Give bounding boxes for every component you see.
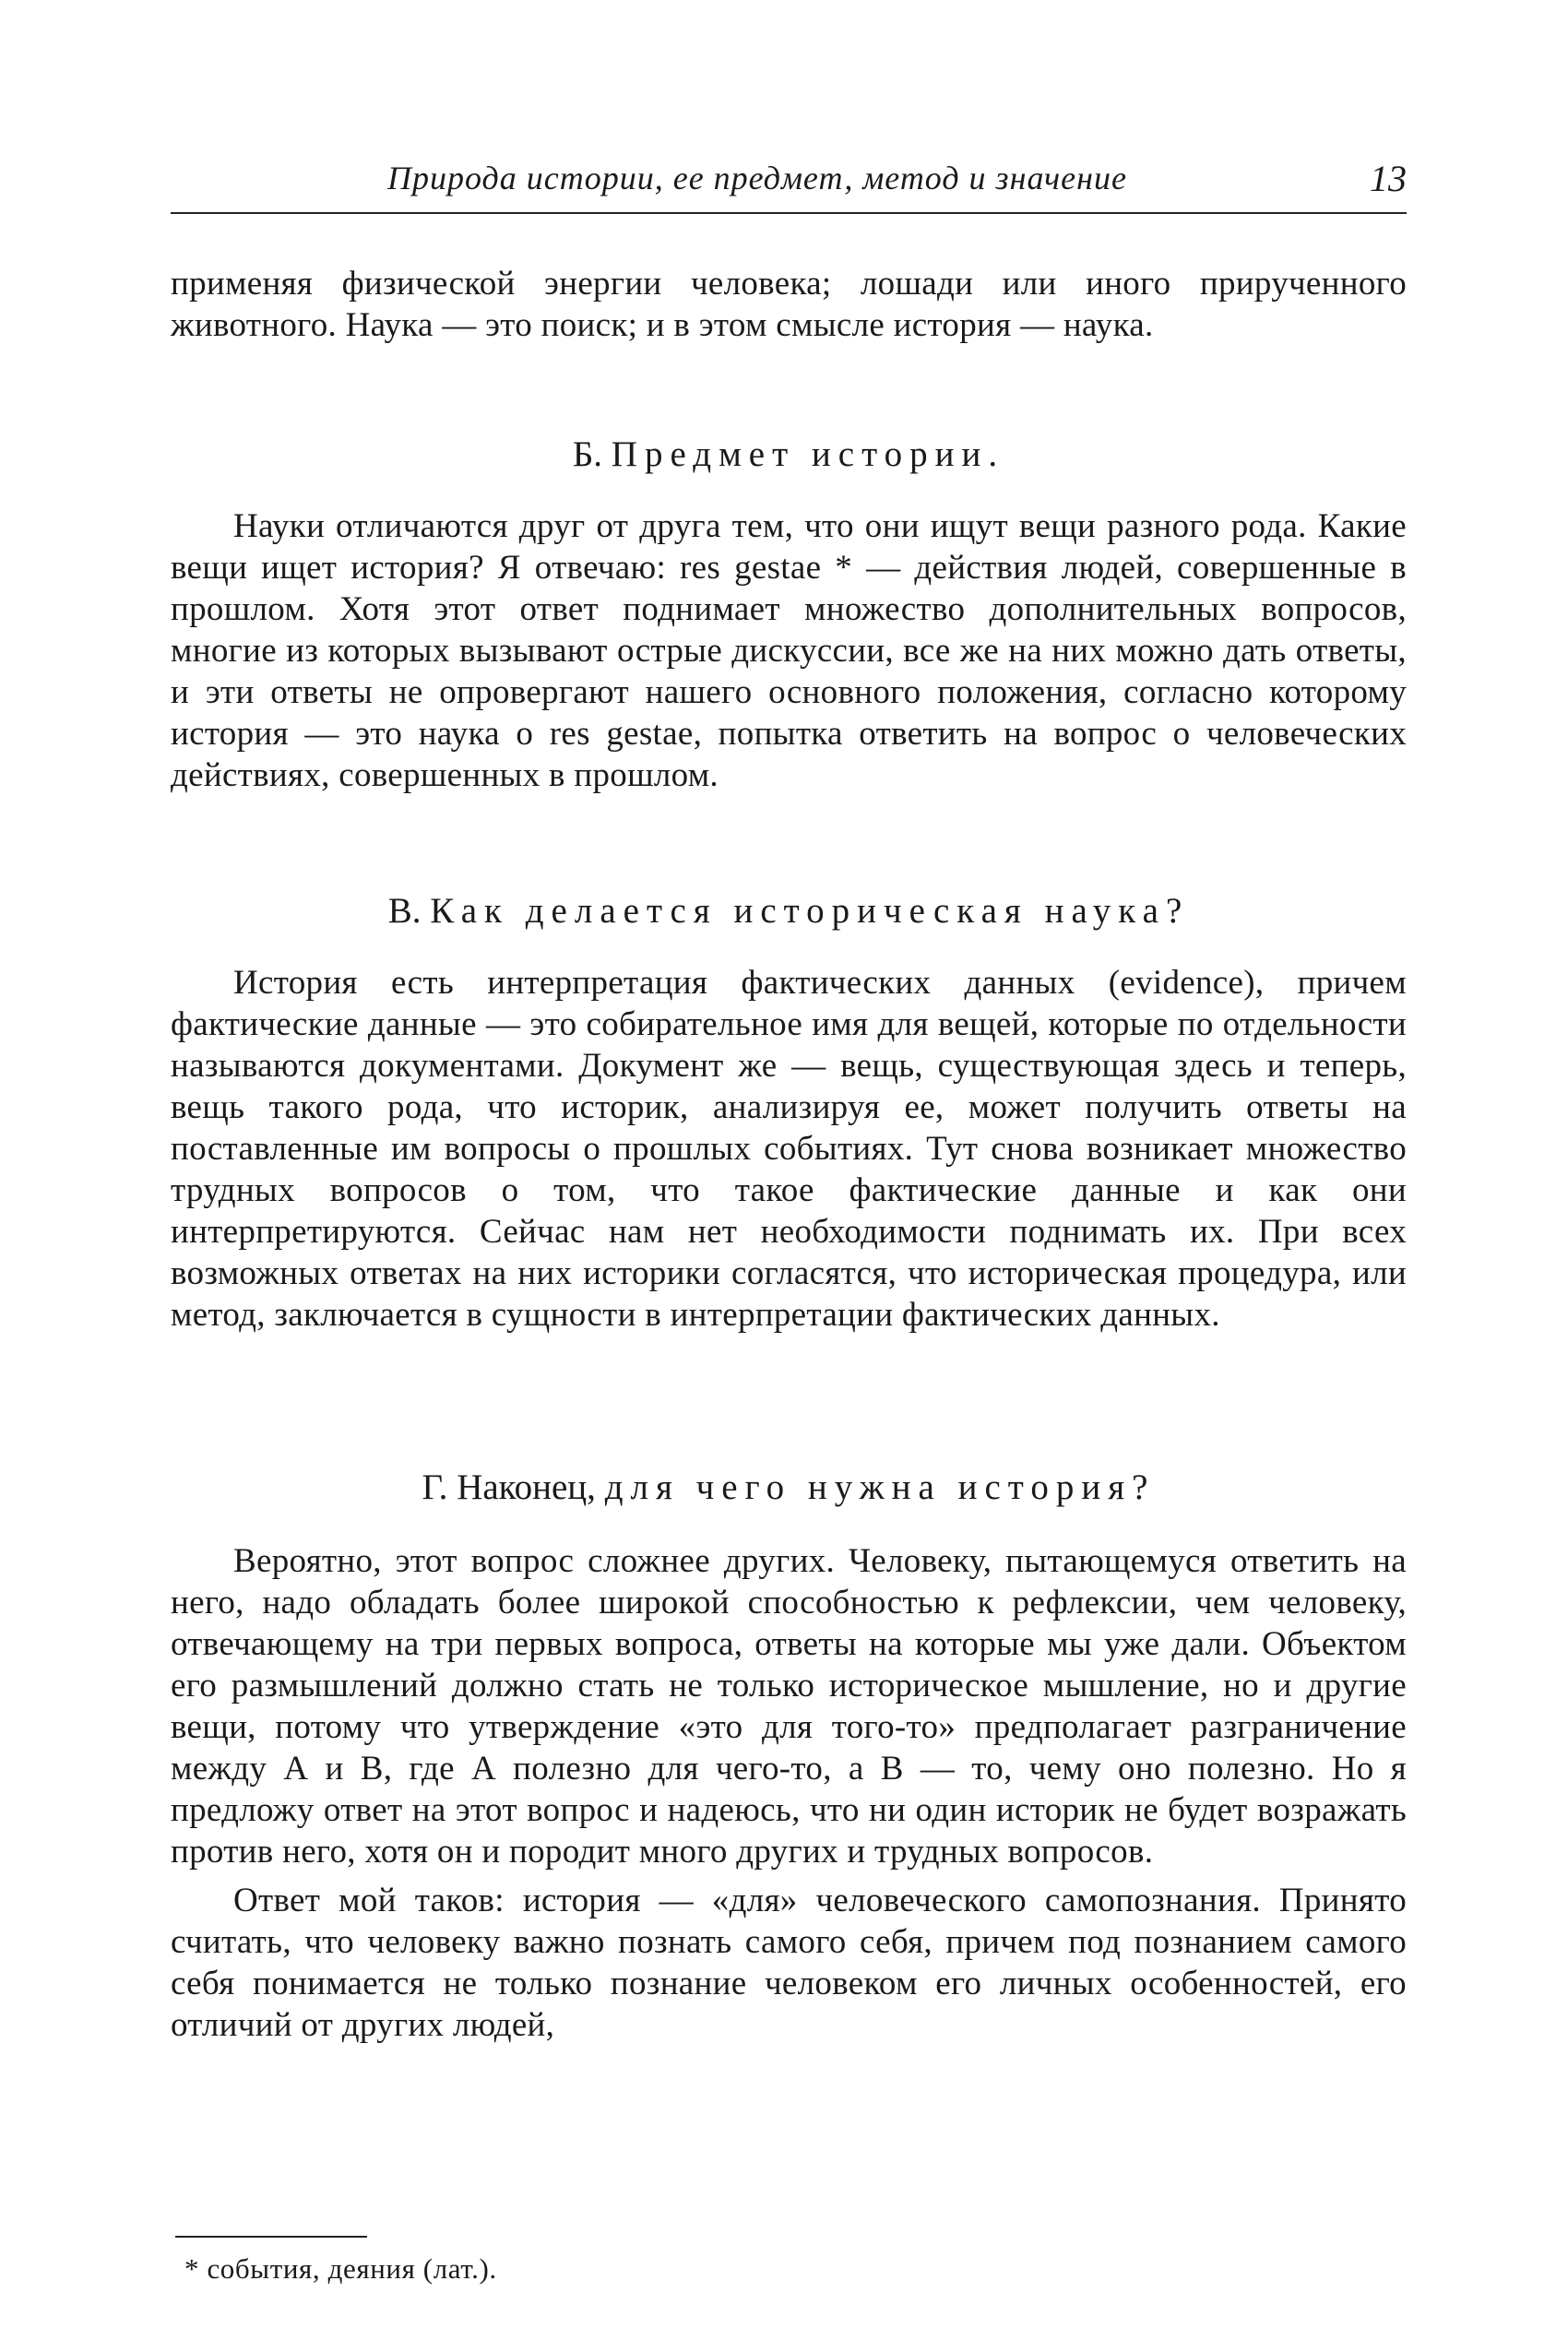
section-letter: Б. (572, 434, 603, 474)
footnote-rule (175, 2236, 367, 2238)
section-heading-g (171, 1467, 1407, 1508)
paragraph: Вероятно, этот вопрос сложнее других. Человеку, пытающемуся ответить на него, надо обладать более широкой способностью к рефлексии, чем человеку, отвечающему на три первых вопроса, ответы на которые мы уже дали. Объектом его размышлений должно стать не только историческое мышление, но и другие вещи, потому что утверждение «это для того-то» предполагает разграничение между А и В, где А полезно для чего-то, а В — то, чему оно полезно. Но я предложу ответ на этот вопрос и надеюсь, что ни один историк не будет возражать против него, хотя он и породит много других и трудных вопросов. (171, 1542, 1407, 1871)
section-title: Предмет истории. (611, 434, 1005, 474)
section-title: Как делается историческая наука? (430, 891, 1190, 931)
section-letter: В. (387, 891, 422, 931)
footnote: * события, деяния (лат.). (184, 2252, 497, 2285)
page-number: 13 (1370, 158, 1407, 199)
section-b-text (171, 505, 1407, 796)
running-head (171, 157, 1407, 214)
section-v-text (171, 962, 1407, 1336)
section-title-spaced: для чего нужна история? (604, 1467, 1156, 1507)
paragraph: Науки отличаются друг от друга тем, что они ищут вещи разного рода. Какие вещи ищет история? Я отвечаю: res gestae * — действия людей, совершенные в прошлом. Хотя этот ответ поднимает множество дополнительных вопросов, многие из которых вызывают острые дискуссии, все же на них можно дать ответы, и эти ответы не опровергают нашего основного положения, согласно которому история — это наука о res gestae, попытка ответить на вопрос о человеческих действиях, совершенных в прошлом. (171, 507, 1407, 794)
continuation-text (171, 263, 1407, 346)
running-title: Природа истории, ее предмет, метод и значение (387, 160, 1127, 196)
paragraph: Ответ мой таков: история — «для» человеческого самопознания. Принято считать, что человеку важно познать самого себя, причем под познанием самого себя понимается не только познание человеком его личных особенностей, его отличий от других людей, (171, 1882, 1407, 2044)
paragraph: применяя физической энергии человека; лошади или иного прирученного животного. Наука — это поиск; и в этом смысле история — наука. (171, 265, 1407, 344)
section-title-plain: Наконец, (457, 1467, 596, 1507)
section-heading-b (171, 434, 1407, 475)
section-g-text (171, 1540, 1407, 2046)
section-heading-v (171, 890, 1407, 932)
paragraph: История есть интерпретация фактических данных (evidence), причем фактические данные — это собирательное имя для вещей, которые по отдельности называются документами. Документ же — вещь, существующая здесь и теперь, вещь такого рода, что историк, анализируя ее, может получить ответы на поставленные им вопросы о прошлых событиях. Тут снова возникает множество трудных вопросов о том, что такое фактические данные и как они интерпретируются. Сейчас нам нет необходимости поднимать их. При всех возможных ответах на них историки согласятся, что историческая процедура, или метод, заключается в сущности в интерпретации фактических данных. (171, 964, 1407, 1334)
section-letter: Г. (422, 1467, 448, 1507)
